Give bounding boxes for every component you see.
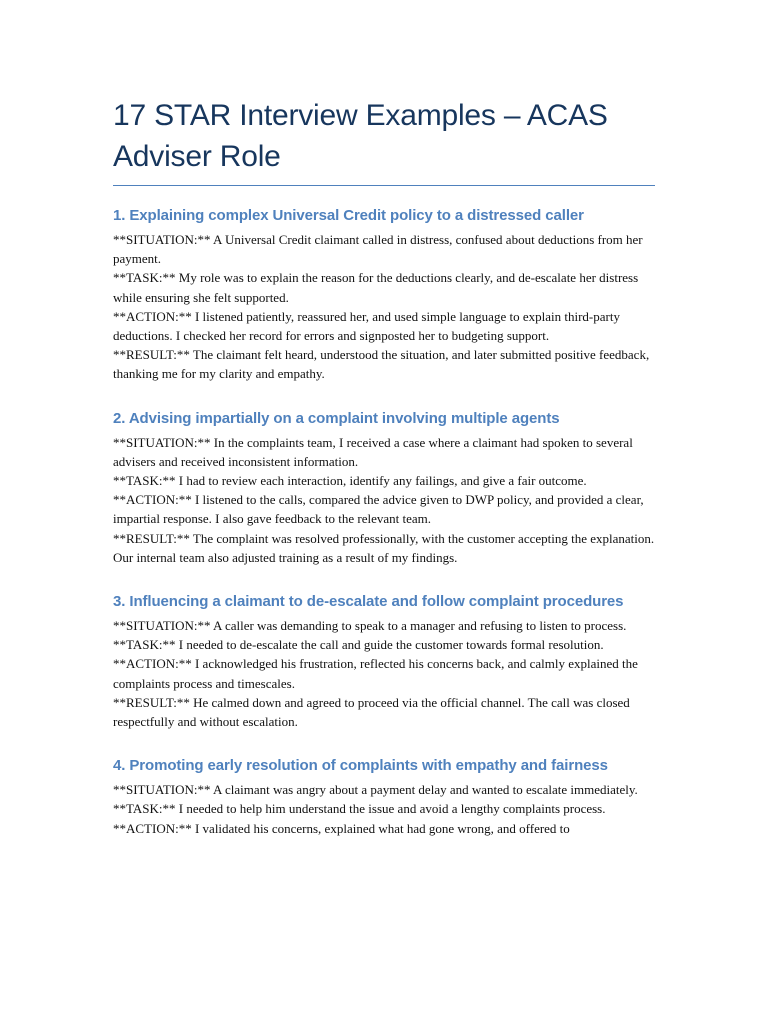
star-example-3 <box>113 592 655 731</box>
document-title-line-1: 17 STAR Interview Examples – ACAS <box>113 99 608 132</box>
star-example-1 <box>113 206 655 384</box>
action-text: **ACTION:** I listened to the calls, compared the advice given to DWP policy, and provided a clear, impartial response. I also gave feedback to the relevant team. <box>113 492 644 527</box>
document-title-line-2: Adviser Role <box>113 140 281 173</box>
situation-text: **SITUATION:** A caller was demanding to speak to a manager and refusing to listen to process. <box>113 618 627 634</box>
situation-text: **SITUATION:** In the complaints team, I received a case where a claimant had spoken to several advisers and received inconsistent information. <box>113 434 633 469</box>
section-heading: 4. Promoting early resolution of complaints with empathy and fairness <box>113 757 608 775</box>
result-text: **RESULT:** The complaint was resolved professionally, with the customer accepting the explanation. Our internal team also adjusted training as a result of my findings. <box>113 530 655 565</box>
task-text: **TASK:** I needed to help him understand the issue and avoid a lengthy complaints process. <box>113 801 606 817</box>
section-heading: 3. Influencing a claimant to de-escalate and follow complaint procedures <box>113 593 624 611</box>
result-text: **RESULT:** He calmed down and agreed to proceed via the official channel. The call was closed respectfully and without escalation. <box>113 694 630 730</box>
section-body <box>113 616 655 731</box>
task-text: **TASK:** I had to review each interaction, identify any failings, and give a fair outcome. <box>113 473 587 489</box>
section-body <box>113 230 655 384</box>
action-text: **ACTION:** I validated his concerns, explained what had gone wrong, and offered to <box>113 820 570 836</box>
situation-text: **SITUATION:** A claimant was angry about a payment delay and wanted to escalate immediately. <box>113 782 638 798</box>
section-heading: 2. Advising impartially on a complaint involving multiple agents <box>113 409 560 427</box>
section-heading: 1. Explaining complex Universal Credit policy to a distressed caller <box>113 207 584 224</box>
section-body <box>113 433 655 567</box>
section-body <box>113 780 655 838</box>
document-title <box>113 95 655 177</box>
star-example-2 <box>113 409 655 567</box>
star-example-4 <box>113 756 655 838</box>
task-text: **TASK:** I needed to de-escalate the call and guide the customer towards formal resolution. <box>113 637 604 653</box>
document-content <box>113 95 655 838</box>
result-text: **RESULT:** The claimant felt heard, understood the situation, and later submitted positive feedback, thanking me for my clarity and empathy. <box>113 347 650 382</box>
action-text: **ACTION:** I acknowledged his frustration, reflected his concerns back, and calmly explained the complaints process and timescales. <box>113 656 638 691</box>
action-text: **ACTION:** I listened patiently, reassured her, and used simple language to explain third-party deductions. I checked her record for errors and signposted her to budgeting support. <box>113 308 620 344</box>
task-text: **TASK:** My role was to explain the reason for the deductions clearly, and de-escalate her distress while ensuring she felt supported. <box>113 270 639 305</box>
title-divider <box>113 185 655 186</box>
situation-text: **SITUATION:** A Universal Credit claimant called in distress, confused about deductions from her payment. <box>113 232 643 267</box>
